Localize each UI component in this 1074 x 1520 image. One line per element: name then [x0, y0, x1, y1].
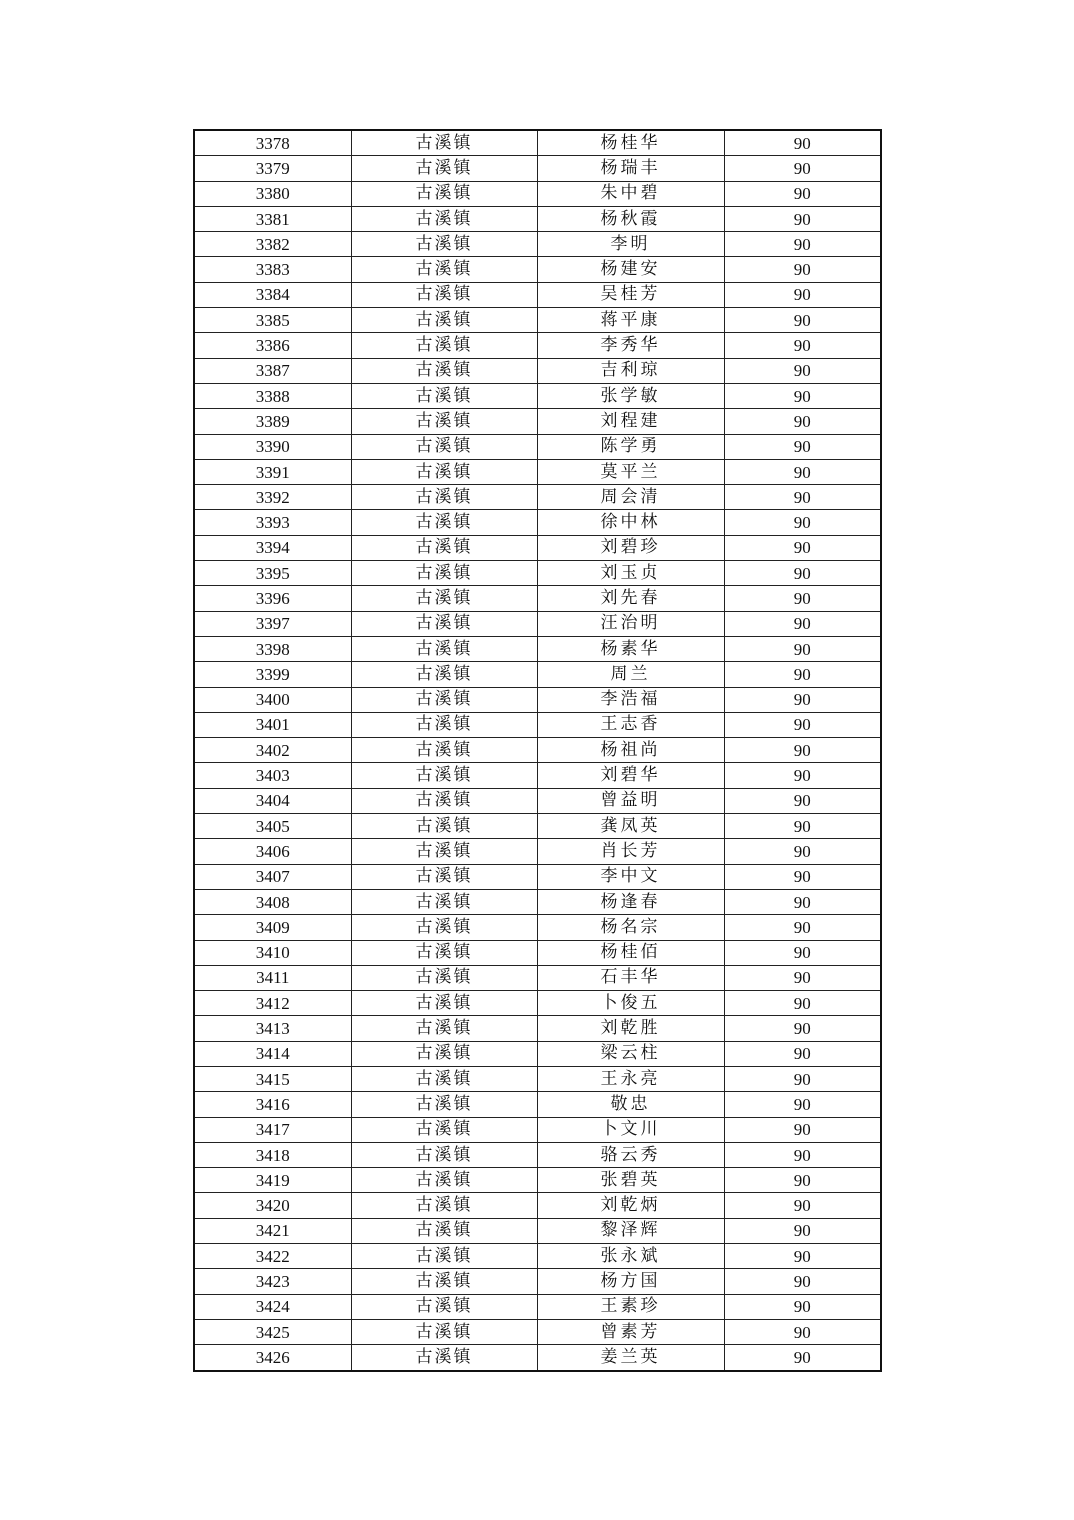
person-name-cell: 杨名宗: [537, 915, 724, 940]
roster-table: [193, 129, 882, 1372]
town-cell: 古溪镇: [351, 535, 537, 560]
person-name-cell: 杨逢春: [537, 889, 724, 914]
row-number-cell: 3414: [194, 1041, 351, 1066]
row-number-cell: 3396: [194, 586, 351, 611]
town-cell: 古溪镇: [351, 308, 537, 333]
town-cell: 古溪镇: [351, 687, 537, 712]
person-name-cell: 李浩福: [537, 687, 724, 712]
table-row: [194, 1016, 881, 1041]
table-row: [194, 459, 881, 484]
table-row: [194, 1294, 881, 1319]
town-cell: 古溪镇: [351, 1218, 537, 1243]
row-number-cell: 3410: [194, 940, 351, 965]
table-row: [194, 561, 881, 586]
score-cell: 90: [724, 561, 881, 586]
person-name-cell: 吉利琼: [537, 358, 724, 383]
score-cell: 90: [724, 763, 881, 788]
town-cell: 古溪镇: [351, 1066, 537, 1091]
row-number-cell: 3413: [194, 1016, 351, 1041]
town-cell: 古溪镇: [351, 965, 537, 990]
score-cell: 90: [724, 181, 881, 206]
table-row: [194, 409, 881, 434]
town-cell: 古溪镇: [351, 915, 537, 940]
row-number-cell: 3387: [194, 358, 351, 383]
town-cell: 古溪镇: [351, 814, 537, 839]
table-row: [194, 257, 881, 282]
table-row: [194, 915, 881, 940]
person-name-cell: 李明: [537, 232, 724, 257]
person-name-cell: 曾素芳: [537, 1319, 724, 1344]
town-cell: 古溪镇: [351, 434, 537, 459]
row-number-cell: 3397: [194, 611, 351, 636]
person-name-cell: 张学敏: [537, 383, 724, 408]
table-row: [194, 130, 881, 156]
table-row: [194, 383, 881, 408]
row-number-cell: 3402: [194, 738, 351, 763]
town-cell: 古溪镇: [351, 206, 537, 231]
town-cell: 古溪镇: [351, 738, 537, 763]
row-number-cell: 3409: [194, 915, 351, 940]
table-row: [194, 738, 881, 763]
person-name-cell: 杨素华: [537, 636, 724, 661]
row-number-cell: 3400: [194, 687, 351, 712]
table-row: [194, 687, 881, 712]
score-cell: 90: [724, 1041, 881, 1066]
row-number-cell: 3401: [194, 712, 351, 737]
table-row: [194, 1345, 881, 1371]
score-cell: 90: [724, 282, 881, 307]
town-cell: 古溪镇: [351, 763, 537, 788]
score-cell: 90: [724, 485, 881, 510]
table-row: [194, 1193, 881, 1218]
town-cell: 古溪镇: [351, 409, 537, 434]
person-name-cell: 刘碧华: [537, 763, 724, 788]
row-number-cell: 3381: [194, 206, 351, 231]
score-cell: 90: [724, 738, 881, 763]
row-number-cell: 3416: [194, 1092, 351, 1117]
town-cell: 古溪镇: [351, 181, 537, 206]
town-cell: 古溪镇: [351, 1319, 537, 1344]
score-cell: 90: [724, 965, 881, 990]
town-cell: 古溪镇: [351, 991, 537, 1016]
person-name-cell: 朱中碧: [537, 181, 724, 206]
table-row: [194, 485, 881, 510]
person-name-cell: 李秀华: [537, 333, 724, 358]
row-number-cell: 3419: [194, 1168, 351, 1193]
score-cell: 90: [724, 839, 881, 864]
table-row: [194, 1218, 881, 1243]
town-cell: 古溪镇: [351, 940, 537, 965]
table-row: [194, 1168, 881, 1193]
score-cell: 90: [724, 814, 881, 839]
town-cell: 古溪镇: [351, 485, 537, 510]
town-cell: 古溪镇: [351, 1345, 537, 1371]
table-row: [194, 181, 881, 206]
person-name-cell: 刘乾炳: [537, 1193, 724, 1218]
score-cell: 90: [724, 1092, 881, 1117]
row-number-cell: 3408: [194, 889, 351, 914]
row-number-cell: 3385: [194, 308, 351, 333]
row-number-cell: 3395: [194, 561, 351, 586]
table-row: [194, 156, 881, 181]
score-cell: 90: [724, 409, 881, 434]
person-name-cell: 敬忠: [537, 1092, 724, 1117]
town-cell: 古溪镇: [351, 1142, 537, 1167]
table-row: [194, 1142, 881, 1167]
table-row: [194, 1041, 881, 1066]
score-cell: 90: [724, 459, 881, 484]
score-cell: 90: [724, 1016, 881, 1041]
person-name-cell: 石丰华: [537, 965, 724, 990]
person-name-cell: 王素珍: [537, 1294, 724, 1319]
row-number-cell: 3420: [194, 1193, 351, 1218]
person-name-cell: 张碧英: [537, 1168, 724, 1193]
score-cell: 90: [724, 991, 881, 1016]
town-cell: 古溪镇: [351, 1294, 537, 1319]
town-cell: 古溪镇: [351, 1193, 537, 1218]
score-cell: 90: [724, 611, 881, 636]
town-cell: 古溪镇: [351, 586, 537, 611]
score-cell: 90: [724, 206, 881, 231]
score-cell: 90: [724, 358, 881, 383]
person-name-cell: 杨秋霞: [537, 206, 724, 231]
town-cell: 古溪镇: [351, 1117, 537, 1142]
score-cell: 90: [724, 712, 881, 737]
town-cell: 古溪镇: [351, 156, 537, 181]
table-row: [194, 358, 881, 383]
row-number-cell: 3418: [194, 1142, 351, 1167]
row-number-cell: 3415: [194, 1066, 351, 1091]
table-row: [194, 1066, 881, 1091]
town-cell: 古溪镇: [351, 611, 537, 636]
score-cell: 90: [724, 535, 881, 560]
row-number-cell: 3392: [194, 485, 351, 510]
row-number-cell: 3405: [194, 814, 351, 839]
row-number-cell: 3421: [194, 1218, 351, 1243]
row-number-cell: 3398: [194, 636, 351, 661]
person-name-cell: 卜文川: [537, 1117, 724, 1142]
town-cell: 古溪镇: [351, 1041, 537, 1066]
row-number-cell: 3391: [194, 459, 351, 484]
row-number-cell: 3380: [194, 181, 351, 206]
score-cell: 90: [724, 1294, 881, 1319]
score-cell: 90: [724, 1066, 881, 1091]
score-cell: 90: [724, 940, 881, 965]
table-row: [194, 965, 881, 990]
person-name-cell: 肖长芳: [537, 839, 724, 864]
score-cell: 90: [724, 232, 881, 257]
person-name-cell: 周会清: [537, 485, 724, 510]
town-cell: 古溪镇: [351, 459, 537, 484]
person-name-cell: 梁云柱: [537, 1041, 724, 1066]
person-name-cell: 骆云秀: [537, 1142, 724, 1167]
town-cell: 古溪镇: [351, 636, 537, 661]
town-cell: 古溪镇: [351, 1016, 537, 1041]
person-name-cell: 杨桂佰: [537, 940, 724, 965]
score-cell: 90: [724, 510, 881, 535]
table-row: [194, 510, 881, 535]
table-row: [194, 1092, 881, 1117]
person-name-cell: 莫平兰: [537, 459, 724, 484]
score-cell: 90: [724, 1345, 881, 1371]
person-name-cell: 龚凤英: [537, 814, 724, 839]
row-number-cell: 3404: [194, 788, 351, 813]
town-cell: 古溪镇: [351, 232, 537, 257]
person-name-cell: 刘碧珍: [537, 535, 724, 560]
row-number-cell: 3383: [194, 257, 351, 282]
score-cell: 90: [724, 864, 881, 889]
table-row: [194, 839, 881, 864]
score-cell: 90: [724, 333, 881, 358]
roster-table-body: [194, 130, 881, 1371]
table-row: [194, 636, 881, 661]
table-row: [194, 1319, 881, 1344]
score-cell: 90: [724, 889, 881, 914]
town-cell: 古溪镇: [351, 662, 537, 687]
town-cell: 古溪镇: [351, 510, 537, 535]
table-row: [194, 712, 881, 737]
row-number-cell: 3424: [194, 1294, 351, 1319]
town-cell: 古溪镇: [351, 1092, 537, 1117]
person-name-cell: 徐中林: [537, 510, 724, 535]
table-row: [194, 308, 881, 333]
person-name-cell: 杨祖尚: [537, 738, 724, 763]
person-name-cell: 杨桂华: [537, 130, 724, 156]
town-cell: 古溪镇: [351, 358, 537, 383]
row-number-cell: 3394: [194, 535, 351, 560]
score-cell: 90: [724, 586, 881, 611]
row-number-cell: 3388: [194, 383, 351, 408]
score-cell: 90: [724, 636, 881, 661]
row-number-cell: 3423: [194, 1269, 351, 1294]
row-number-cell: 3389: [194, 409, 351, 434]
person-name-cell: 刘玉贞: [537, 561, 724, 586]
row-number-cell: 3390: [194, 434, 351, 459]
person-name-cell: 刘乾胜: [537, 1016, 724, 1041]
row-number-cell: 3379: [194, 156, 351, 181]
table-row: [194, 535, 881, 560]
row-number-cell: 3378: [194, 130, 351, 156]
score-cell: 90: [724, 1218, 881, 1243]
score-cell: 90: [724, 1193, 881, 1218]
score-cell: 90: [724, 788, 881, 813]
person-name-cell: 王永亮: [537, 1066, 724, 1091]
row-number-cell: 3426: [194, 1345, 351, 1371]
score-cell: 90: [724, 1168, 881, 1193]
score-cell: 90: [724, 156, 881, 181]
town-cell: 古溪镇: [351, 864, 537, 889]
person-name-cell: 杨建安: [537, 257, 724, 282]
town-cell: 古溪镇: [351, 889, 537, 914]
person-name-cell: 李中文: [537, 864, 724, 889]
town-cell: 古溪镇: [351, 383, 537, 408]
person-name-cell: 张永斌: [537, 1244, 724, 1269]
table-row: [194, 889, 881, 914]
town-cell: 古溪镇: [351, 561, 537, 586]
person-name-cell: 陈学勇: [537, 434, 724, 459]
row-number-cell: 3403: [194, 763, 351, 788]
person-name-cell: 卜俊五: [537, 991, 724, 1016]
row-number-cell: 3407: [194, 864, 351, 889]
town-cell: 古溪镇: [351, 1168, 537, 1193]
table-row: [194, 611, 881, 636]
table-row: [194, 662, 881, 687]
table-row: [194, 232, 881, 257]
row-number-cell: 3384: [194, 282, 351, 307]
table-row: [194, 763, 881, 788]
score-cell: 90: [724, 1142, 881, 1167]
table-row: [194, 788, 881, 813]
score-cell: 90: [724, 1117, 881, 1142]
score-cell: 90: [724, 257, 881, 282]
row-number-cell: 3386: [194, 333, 351, 358]
table-row: [194, 206, 881, 231]
score-cell: 90: [724, 308, 881, 333]
score-cell: 90: [724, 1319, 881, 1344]
town-cell: 古溪镇: [351, 1244, 537, 1269]
score-cell: 90: [724, 383, 881, 408]
table-row: [194, 991, 881, 1016]
town-cell: 古溪镇: [351, 333, 537, 358]
town-cell: 古溪镇: [351, 257, 537, 282]
town-cell: 古溪镇: [351, 1269, 537, 1294]
score-cell: 90: [724, 687, 881, 712]
row-number-cell: 3417: [194, 1117, 351, 1142]
town-cell: 古溪镇: [351, 712, 537, 737]
town-cell: 古溪镇: [351, 282, 537, 307]
person-name-cell: 刘程建: [537, 409, 724, 434]
row-number-cell: 3425: [194, 1319, 351, 1344]
person-name-cell: 曾益明: [537, 788, 724, 813]
town-cell: 古溪镇: [351, 130, 537, 156]
score-cell: 90: [724, 1244, 881, 1269]
table-row: [194, 1117, 881, 1142]
row-number-cell: 3399: [194, 662, 351, 687]
row-number-cell: 3393: [194, 510, 351, 535]
score-cell: 90: [724, 1269, 881, 1294]
person-name-cell: 刘先春: [537, 586, 724, 611]
row-number-cell: 3382: [194, 232, 351, 257]
table-row: [194, 1244, 881, 1269]
score-cell: 90: [724, 915, 881, 940]
row-number-cell: 3411: [194, 965, 351, 990]
person-name-cell: 蒋平康: [537, 308, 724, 333]
row-number-cell: 3406: [194, 839, 351, 864]
table-row: [194, 586, 881, 611]
table-row: [194, 814, 881, 839]
table-row: [194, 1269, 881, 1294]
person-name-cell: 王志香: [537, 712, 724, 737]
table-row: [194, 282, 881, 307]
table-row: [194, 333, 881, 358]
table-row: [194, 864, 881, 889]
row-number-cell: 3412: [194, 991, 351, 1016]
town-cell: 古溪镇: [351, 839, 537, 864]
row-number-cell: 3422: [194, 1244, 351, 1269]
person-name-cell: 吴桂芳: [537, 282, 724, 307]
score-cell: 90: [724, 662, 881, 687]
table-row: [194, 940, 881, 965]
person-name-cell: 周兰: [537, 662, 724, 687]
person-name-cell: 汪治明: [537, 611, 724, 636]
table-row: [194, 434, 881, 459]
score-cell: 90: [724, 130, 881, 156]
score-cell: 90: [724, 434, 881, 459]
person-name-cell: 姜兰英: [537, 1345, 724, 1371]
person-name-cell: 杨瑞丰: [537, 156, 724, 181]
person-name-cell: 黎泽辉: [537, 1218, 724, 1243]
town-cell: 古溪镇: [351, 788, 537, 813]
person-name-cell: 杨方国: [537, 1269, 724, 1294]
